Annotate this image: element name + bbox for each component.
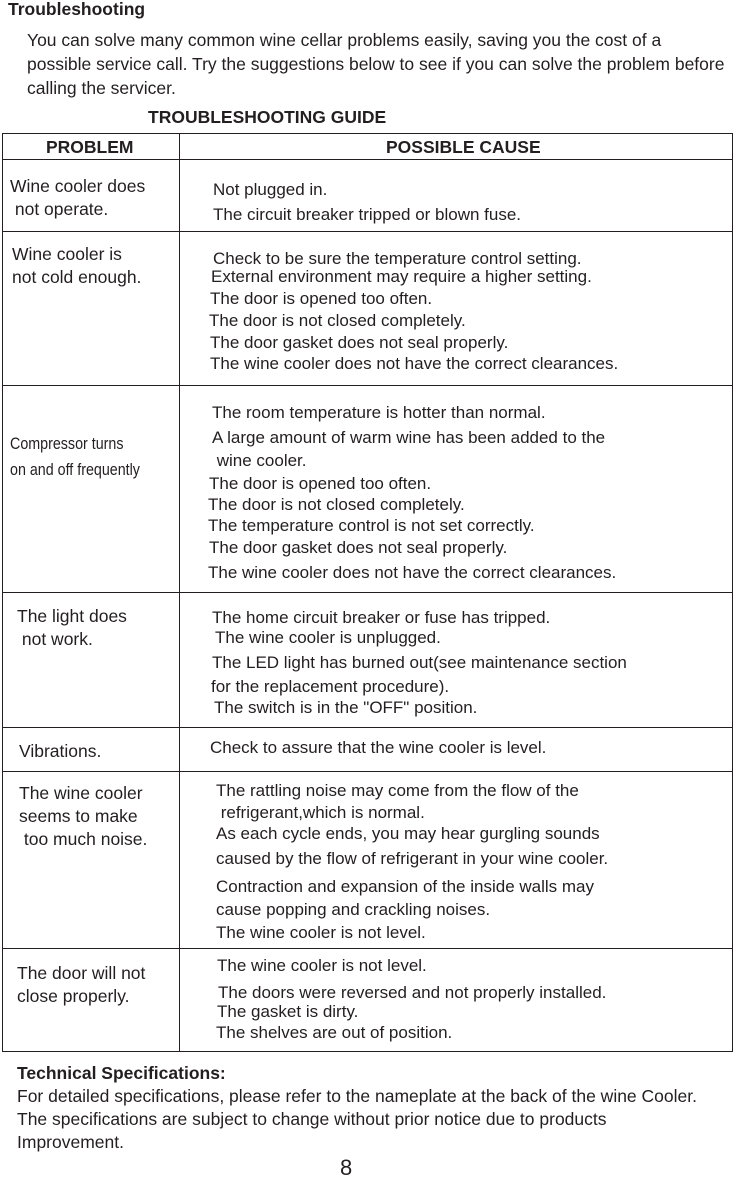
cause-item: wine cooler. [212,451,307,470]
cause-item: Contraction and expansion of the inside walls may [216,877,594,896]
cause-item: for the replacement procedure). [211,677,450,696]
cause-item: The switch is in the "OFF" position. [214,698,478,717]
page-number: 8 [340,1155,353,1180]
cause-item: As each cycle ends, you may hear gurgling sounds [216,824,600,843]
cause-item: The shelves are out of position. [216,1023,453,1042]
cause-item: The door gasket does not seal properly. [209,538,508,557]
cause-item: Check to assure that the wine cooler is level. [210,738,547,757]
cause-item: The door is not closed completely. [208,495,465,514]
problem-cell: Wine cooler is not cold enough. [12,244,142,287]
cause-item: caused by the flow of refrigerant in your wine cooler. [216,849,609,868]
problem-cell: The light does not work. [17,606,127,649]
cause-item: Check to be sure the temperature control setting. [213,249,582,268]
cause-item: The wine cooler is not level. [216,923,426,942]
cause-item: The wine cooler does not have the correct clearances. [208,563,617,582]
cause-item: The door is not closed completely. [209,311,466,330]
intro-paragraph: You can solve many common wine cellar problems easily, saving you the cost of a possible service call. Try the suggestions below to see if you can solve the problem before calling the servicer. [27,30,725,98]
cause-item: The wine cooler is not level. [217,956,427,975]
problem-cell: Vibrations. [19,741,102,761]
cause-item: The temperature control is not set correctly. [208,516,535,535]
page-title: Troubleshooting [8,0,146,19]
cause-item: The gasket is dirty. [217,1002,359,1021]
guide-title: TROUBLESHOOTING GUIDE [148,107,387,127]
specs-paragraph: For detailed specifications, please refer to the nameplate at the back of the wine Cooler. The specifications are subject to change without prior notice due to products Improvement. [17,1086,697,1152]
cause-item: The door gasket does not seal properly. [210,333,509,352]
cause-item: The door is opened too often. [209,474,432,493]
cause-item: The room temperature is hotter than normal. [212,403,546,422]
cause-item: The circuit breaker tripped or blown fuse. [213,205,522,224]
cause-item: The home circuit breaker or fuse has tripped. [212,608,551,627]
cause-item: The door is opened too often. [210,289,433,308]
column-header-problem: PROBLEM [46,137,134,157]
specs-title: Technical Specifications: [17,1063,226,1083]
cause-item: A large amount of warm wine has been added to the [212,428,606,447]
cause-item: External environment may require a higher setting. [211,267,592,286]
cause-item: refrigerant,which is normal. [216,803,425,822]
problem-cell: Compressor turns on and off frequently [10,434,140,479]
cause-item: The rattling noise may come from the flow of the [216,781,579,800]
cause-item: The wine cooler is unplugged. [215,628,441,647]
cause-item: The wine cooler does not have the correct clearances. [210,354,619,373]
problem-cell: The door will not close properly. [17,963,146,1006]
cause-item: The doors were reversed and not properly installed. [218,983,607,1002]
problem-cell: The wine cooler seems to make too much noise. [19,783,148,849]
cause-item: Not plugged in. [213,180,328,199]
cause-item: The LED light has burned out(see maintenance section [212,653,627,672]
cause-item: cause popping and crackling noises. [216,900,491,919]
problem-cell: Wine cooler does not operate. [10,176,146,219]
column-header-cause: POSSIBLE CAUSE [386,137,541,157]
